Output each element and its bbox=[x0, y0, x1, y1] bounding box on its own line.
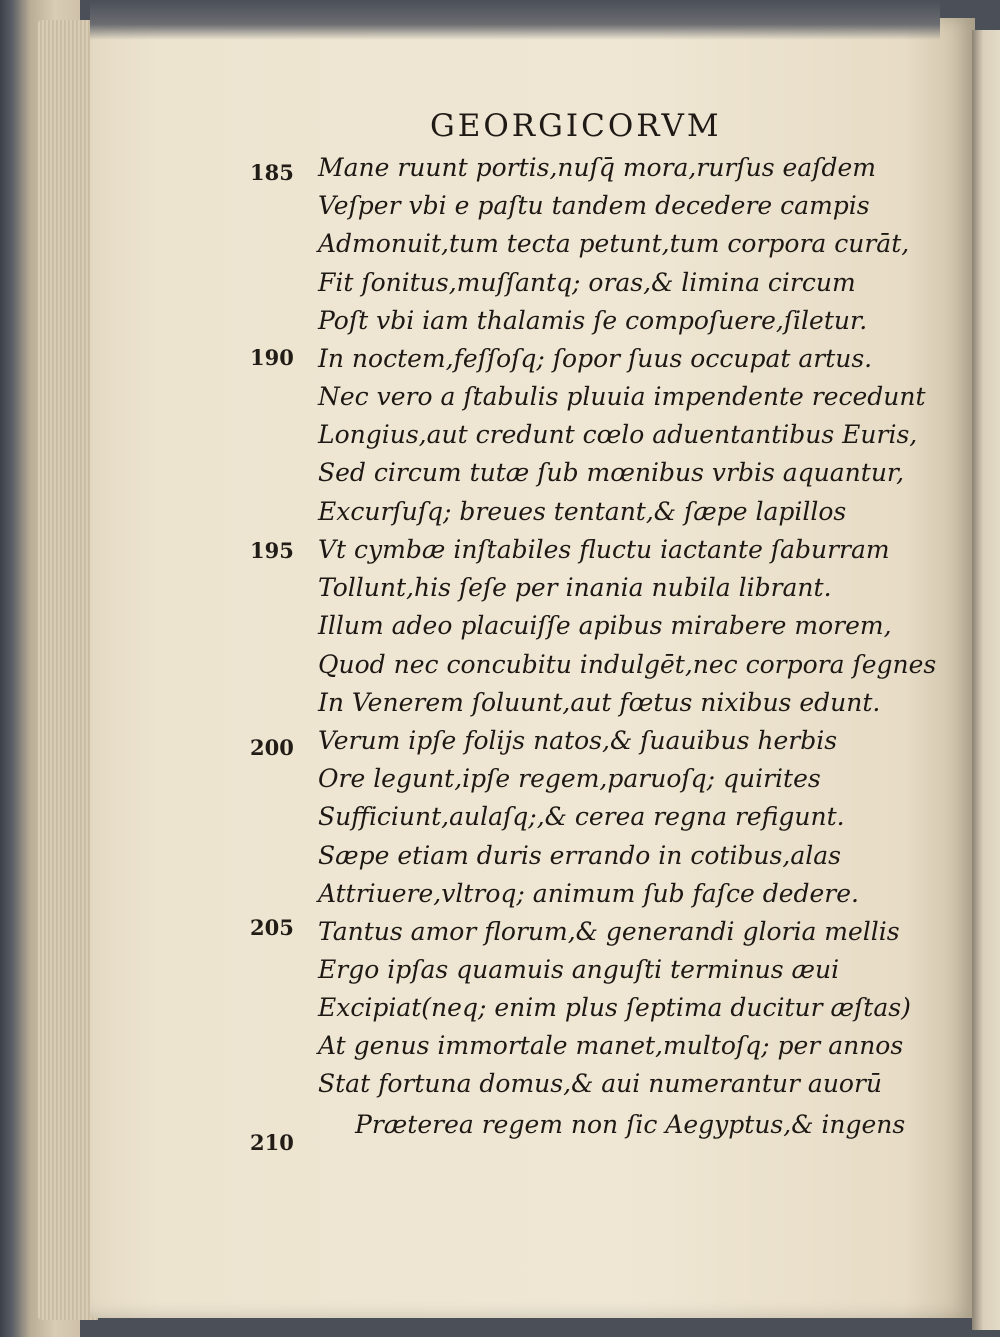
verse-line: Verum ipſe folijs natos,& ſuauibus herbis bbox=[318, 726, 838, 755]
line-number: 210 bbox=[250, 1130, 294, 1155]
line-number: 195 bbox=[250, 538, 294, 563]
verse-line: Ergo ipſas quamuis anguſti terminus æui bbox=[318, 955, 840, 984]
verse-line: Tollunt,his ſeſe per inania nubila librant. bbox=[318, 573, 832, 602]
verse-line: Sed circum tutæ ſub mœnibus vrbis aquantur, bbox=[318, 458, 905, 487]
line-number: 200 bbox=[250, 735, 294, 760]
verse-line: Excipiat(neq; enim plus ſeptima ducitur æſtas) bbox=[318, 993, 911, 1022]
verse-line: Tantus amor florum,& generandi gloria mellis bbox=[318, 917, 900, 946]
verse-line: Illum adeo placuiſſe apibus mirabere morem, bbox=[318, 611, 892, 640]
verse-line: Veſper vbi e paſtu tandem decedere campis bbox=[318, 191, 870, 220]
verse-line: In Venerem ſoluunt,aut fœtus nixibus edunt. bbox=[318, 688, 881, 717]
verse-line: Vt cymbæ inſtabiles fluctu iactante ſaburram bbox=[318, 535, 890, 564]
verse-line: Ore legunt,ipſe regem,paruoſq; quirites bbox=[318, 764, 821, 793]
verse-line: Nec vero a ſtabulis pluuia impendente recedunt bbox=[318, 382, 926, 411]
verse-line: Mane ruunt portis,nuſq̄ mora,rurſus eaſdem bbox=[318, 153, 876, 182]
running-head: GEORGICORVM bbox=[430, 108, 722, 144]
verse-line: Sæpe etiam duris errando in cotibus,alas bbox=[318, 841, 841, 870]
verse-line: Attriuere,vltroq; animum ſub faſce dedere. bbox=[318, 879, 859, 908]
verse-line: Sufficiunt,aulaſq;,& cerea regna refigunt. bbox=[318, 802, 845, 831]
verse-line: Stat fortuna domus,& aui numerantur auorū bbox=[318, 1069, 883, 1098]
verse-line: Fit ſonitus,muſſantq; oras,& limina circum bbox=[318, 268, 856, 297]
facing-page-edge bbox=[972, 30, 1000, 1330]
verse-line: Quod nec concubitu indulgēt,nec corpora ſegnes bbox=[318, 650, 937, 679]
line-number: 190 bbox=[250, 345, 294, 370]
line-number: 205 bbox=[250, 915, 294, 940]
verse-line: In noctem,feſſoſq; ſopor ſuus occupat artus. bbox=[318, 344, 873, 373]
verse-line: Poſt vbi iam thalamis ſe compoſuere,ſiletur. bbox=[318, 306, 868, 335]
line-number: 185 bbox=[250, 160, 294, 185]
verse-line: At genus immortale manet,multoſq; per annos bbox=[318, 1031, 904, 1060]
verse-line: Præterea regem non ſic Aegyptus,& ingens bbox=[355, 1110, 906, 1139]
verse-line: Longius,aut credunt cœlo aduentantibus Euris, bbox=[318, 420, 918, 449]
verse-line: Excurſuſq; breues tentant,& ſæpe lapillos bbox=[318, 497, 847, 526]
top-shadow bbox=[90, 0, 940, 40]
page-stack-edge bbox=[38, 20, 98, 1320]
verse-line: Admonuit,tum tecta petunt,tum corpora curāt, bbox=[318, 229, 910, 258]
